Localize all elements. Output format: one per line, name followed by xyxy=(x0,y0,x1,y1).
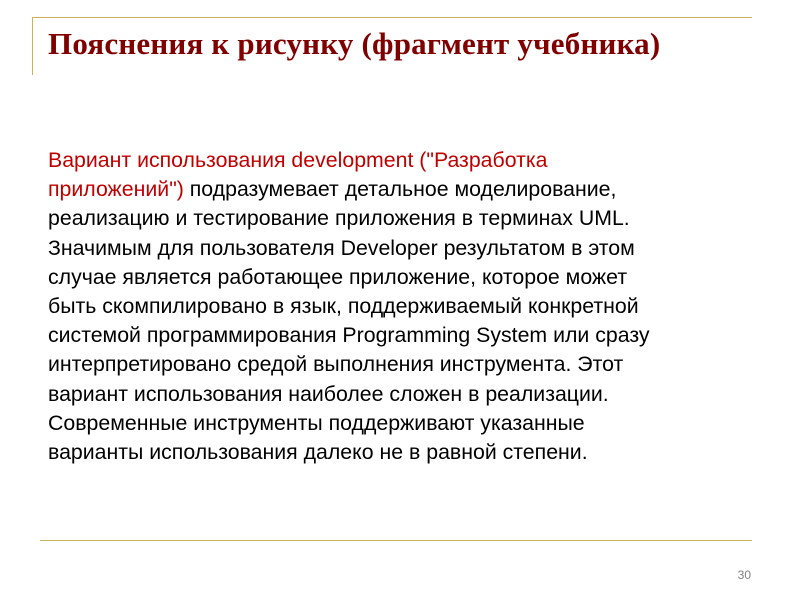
body-line xyxy=(48,204,753,233)
body-text-segment: Значимым для пользователя Developer результатом в этом xyxy=(48,235,635,260)
body-text-segment: вариант использования наиболее сложен в реализации. xyxy=(48,381,609,406)
page-number: 30 xyxy=(737,568,751,582)
body-line xyxy=(48,263,753,292)
body-text-segment: Современные инструменты поддерживают указанные xyxy=(48,410,585,435)
body-text xyxy=(48,146,753,467)
body-text-segment: интерпретировано средой выполнения инструмента. Этот xyxy=(48,352,624,377)
bottom-border-line xyxy=(40,540,752,541)
body-line xyxy=(48,146,753,175)
body-line xyxy=(48,175,753,204)
body-line xyxy=(48,380,753,409)
body-line xyxy=(48,438,753,467)
highlighted-term: приложений") xyxy=(48,177,184,202)
body-text-segment: варианты использования далеко не в равной степени. xyxy=(48,440,588,465)
top-border-line xyxy=(32,17,752,18)
body-text-segment: быть скомпилировано в язык, поддерживаемый конкретной xyxy=(48,294,639,319)
body-text-segment: системой программирования Programming System или сразу xyxy=(48,323,650,348)
body-text-segment: подразумевает детальное моделирование, xyxy=(183,177,617,202)
body-line xyxy=(48,292,753,321)
slide-title: Пояснения к рисунку (фрагмент учебника) xyxy=(48,26,661,61)
body-line xyxy=(48,321,753,350)
left-border-line xyxy=(32,17,33,75)
body-text-segment: случае является работающее приложение, которое может xyxy=(48,264,628,289)
body-line xyxy=(48,350,753,379)
body-line xyxy=(48,234,753,263)
body-text-segment: реализацию и тестирование приложения в терминах UML. xyxy=(48,206,630,231)
highlighted-term: Вариант использования development ("Разработка xyxy=(48,148,548,172)
body-line xyxy=(48,409,753,438)
